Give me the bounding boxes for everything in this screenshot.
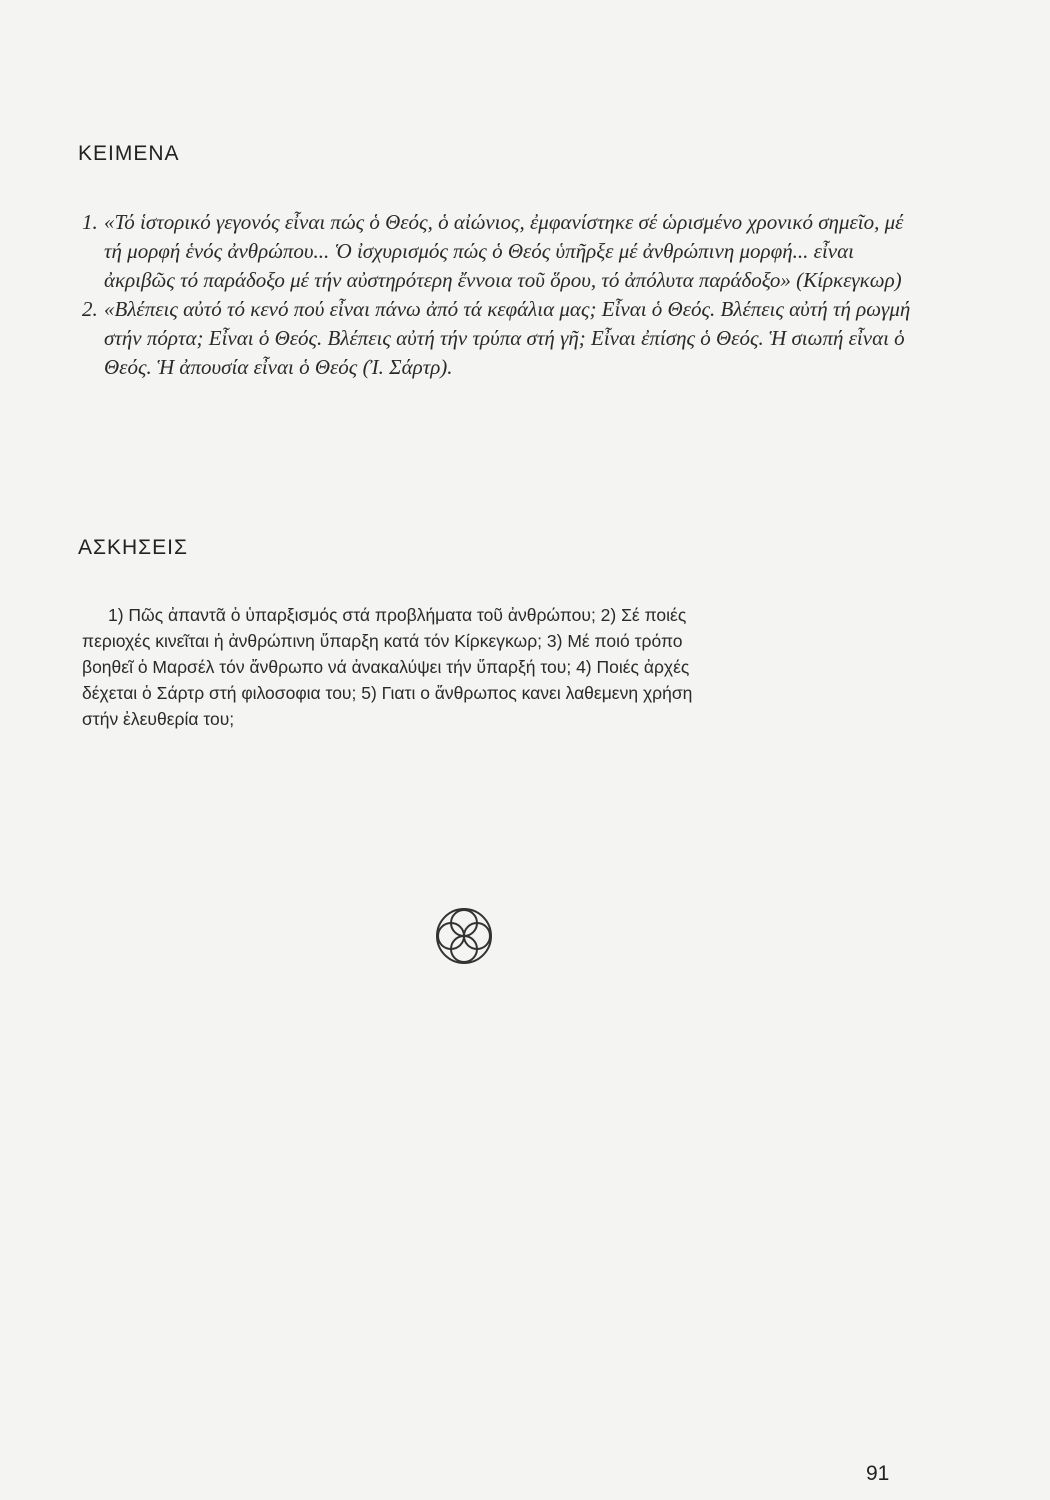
text-item-2 (82, 295, 912, 382)
exercises-paragraph (82, 602, 908, 732)
exercise-line: δέχεται ὁ Σάρτρ στή φιλοσοφια του; 5) Γιατι ο ἄνθρωπος κανει λαθεμενη χρήση (82, 683, 693, 703)
exercise-line: περιοχές κινεῖται ἡ ἀνθρώπινη ὕπαρξη κατά τόν Κίρκεγκωρ; 3) Μέ ποιό τρόπο (82, 631, 683, 651)
exercise-line: 1) Πῶς ἀπαντᾶ ὁ ὑπαρξισμός στά προβλήματα τοῦ ἀνθρώπου; 2) Σέ ποιές (108, 605, 687, 625)
text-body: «Βλέπεις αὐτό τό κενό πού εἶναι πάνω ἀπό τά κεφάλια μας; Εἶναι ὁ Θεός. Βλέπεις αὐτή τή ρωγμή στήν πόρτα; Εἶναι ὁ Θεός. Βλέπεις αὐτή τήν τρύπα στή γῆ; Εἶναι ἐπίσης ὁ Θεός. Ἡ σιωπή εἶναι ὁ Θεός. Ἡ ἀπουσία εἶναι ὁ Θεός (Ἰ. Σάρτρ). (104, 297, 911, 379)
exercise-line: στήν ἐλευθερία του; (82, 709, 235, 729)
exercises-heading: ΑΣΚΗΣΕΙΣ (78, 536, 188, 559)
text-number: 1. (82, 210, 98, 234)
four-petal-knot-ornament-icon (432, 904, 496, 968)
text-item-1 (82, 208, 912, 295)
text-body: «Τό ἱστορικό γεγονός εἶναι πώς ὁ Θεός, ὁ αἰώνιος, ἐμφανίστηκε σέ ὡρισμένο χρονικό σημεῖο, μέ τή μορφή ἑνός ἀνθρώπου... Ὁ ἰσχυρισμός πώς ὁ Θεός ὑπῆρξε μέ ἀνθρώπινη μορφή... εἶναι ἀκριβῶς τό παράδοξο μέ τήν αὐστηρότερη ἔννοια τοῦ ὅρου, τό ἀπόλυτα παράδοξο» (Κίρκεγκωρ) (104, 210, 904, 292)
texts-list (82, 208, 912, 382)
texts-heading: ΚΕΙΜΕΝΑ (78, 142, 180, 165)
exercise-line: βοηθεῖ ὁ Μαρσέλ τόν ἄνθρωπο νά ἀνακαλύψει τήν ὕπαρξή του; 4) Ποιές ἀρχές (82, 657, 690, 677)
text-number: 2. (82, 297, 98, 321)
page-number: 91 (866, 1462, 890, 1485)
